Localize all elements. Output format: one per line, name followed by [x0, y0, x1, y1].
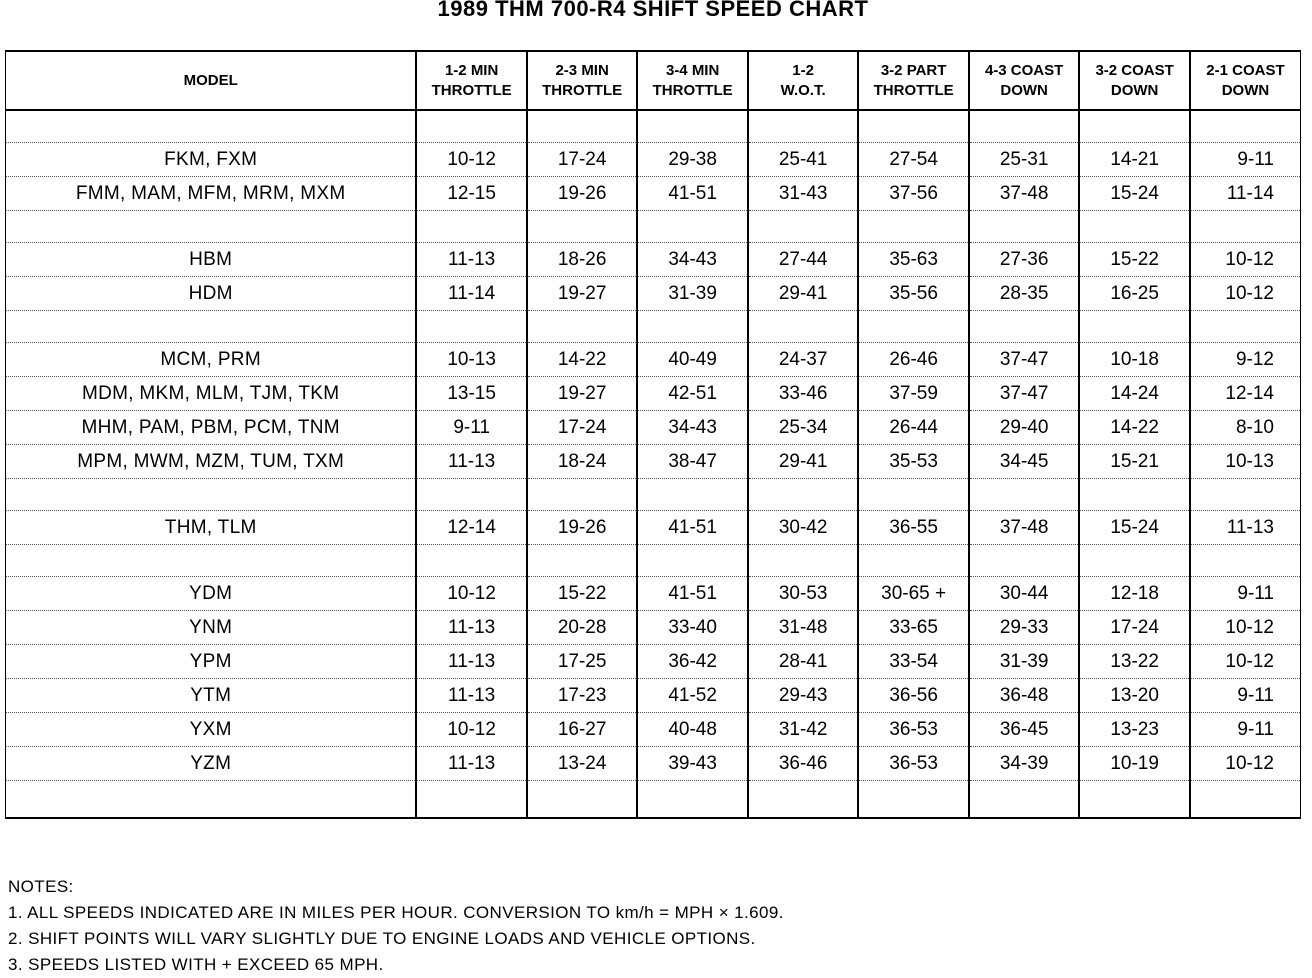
empty-cell [969, 545, 1080, 577]
empty-cell [1079, 311, 1190, 343]
speed-cell: 28-35 [969, 277, 1080, 311]
speed-cell: 10-12 [1190, 243, 1301, 277]
model-cell: HBM [6, 243, 417, 277]
header-col-4 [748, 51, 859, 110]
table-row [6, 445, 1301, 479]
header-col-5 [858, 51, 969, 110]
model-cell: THM, TLM [6, 511, 417, 545]
speed-cell: 36-45 [969, 713, 1080, 747]
speed-cell: 34-43 [637, 243, 748, 277]
speed-cell: 10-19 [1079, 747, 1190, 781]
speed-cell: 39-43 [637, 747, 748, 781]
speed-cell: 35-63 [858, 243, 969, 277]
speed-cell: 16-25 [1079, 277, 1190, 311]
speed-cell: 27-54 [858, 143, 969, 177]
speed-cell: 11-13 [1190, 511, 1301, 545]
empty-cell [1190, 110, 1301, 143]
spacer-row [6, 545, 1301, 577]
header-line: THROTTLE [652, 81, 733, 99]
speed-cell: 36-42 [637, 645, 748, 679]
speed-cell: 30-53 [748, 577, 859, 611]
speed-cell: 15-24 [1079, 511, 1190, 545]
header-line: 3-2 PART [880, 61, 947, 79]
empty-cell [858, 781, 969, 819]
speed-cell: 17-24 [1079, 611, 1190, 645]
speed-cell: 19-26 [527, 177, 638, 211]
speed-cell: 29-41 [748, 277, 859, 311]
empty-cell [858, 211, 969, 243]
table-body [6, 110, 1301, 818]
table-row [6, 343, 1301, 377]
speed-cell: 11-13 [416, 445, 527, 479]
speed-cell: 13-20 [1079, 679, 1190, 713]
speed-cell: 27-36 [969, 243, 1080, 277]
table-row [6, 713, 1301, 747]
speed-cell: 37-47 [969, 377, 1080, 411]
speed-cell: 11-13 [416, 747, 527, 781]
empty-cell [416, 781, 527, 819]
empty-cell [1079, 479, 1190, 511]
speed-cell: 17-24 [527, 143, 638, 177]
empty-cell [748, 211, 859, 243]
spacer-row [6, 110, 1301, 143]
empty-cell [6, 479, 417, 511]
speed-cell: 29-41 [748, 445, 859, 479]
empty-cell [416, 311, 527, 343]
empty-cell [748, 110, 859, 143]
empty-cell [858, 110, 969, 143]
empty-cell [1079, 211, 1190, 243]
header-col-3 [637, 51, 748, 110]
empty-cell [6, 311, 417, 343]
speed-cell: 29-38 [637, 143, 748, 177]
spacer-row [6, 211, 1301, 243]
empty-cell [1190, 545, 1301, 577]
model-cell: YXM [6, 713, 417, 747]
empty-cell [6, 545, 417, 577]
speed-cell: 9-11 [1190, 143, 1301, 177]
speed-cell: 31-42 [748, 713, 859, 747]
table-row [6, 577, 1301, 611]
table-row [6, 611, 1301, 645]
shift-speed-table [5, 50, 1301, 819]
speed-cell: 11-13 [416, 611, 527, 645]
header-line: 1-2 MIN [444, 61, 499, 79]
speed-cell: 11-13 [416, 645, 527, 679]
speed-cell: 14-24 [1079, 377, 1190, 411]
model-cell: MDM, MKM, MLM, TJM, TKM [6, 377, 417, 411]
empty-cell [416, 479, 527, 511]
speed-cell: 37-56 [858, 177, 969, 211]
speed-cell: 29-40 [969, 411, 1080, 445]
speed-cell: 19-26 [527, 511, 638, 545]
table-row [6, 645, 1301, 679]
table-row [6, 747, 1301, 781]
empty-cell [416, 211, 527, 243]
speed-cell: 36-46 [748, 747, 859, 781]
model-cell: YDM [6, 577, 417, 611]
header-row [6, 51, 1301, 110]
speed-cell: 13-23 [1079, 713, 1190, 747]
empty-cell [969, 311, 1080, 343]
empty-cell [6, 211, 417, 243]
speed-cell: 36-53 [858, 713, 969, 747]
speed-cell: 19-27 [527, 277, 638, 311]
speed-cell: 41-51 [637, 577, 748, 611]
header-line: 3-2 COAST [1095, 61, 1174, 79]
empty-cell [858, 311, 969, 343]
speed-cell: 16-27 [527, 713, 638, 747]
table-row [6, 679, 1301, 713]
empty-cell [527, 211, 638, 243]
speed-cell: 9-11 [416, 411, 527, 445]
speed-cell: 12-18 [1079, 577, 1190, 611]
empty-cell [1190, 479, 1301, 511]
speed-cell: 37-59 [858, 377, 969, 411]
empty-cell [969, 211, 1080, 243]
speed-cell: 30-42 [748, 511, 859, 545]
empty-cell [748, 479, 859, 511]
speed-cell: 15-21 [1079, 445, 1190, 479]
empty-cell [527, 479, 638, 511]
speed-cell: 10-12 [1190, 747, 1301, 781]
speed-cell: 10-12 [416, 577, 527, 611]
speed-cell: 10-13 [416, 343, 527, 377]
header-col-6 [969, 51, 1080, 110]
speed-cell: 14-22 [1079, 411, 1190, 445]
speed-cell: 15-22 [1079, 243, 1190, 277]
speed-cell: 10-13 [1190, 445, 1301, 479]
model-cell: MCM, PRM [6, 343, 417, 377]
empty-cell [1079, 110, 1190, 143]
empty-cell [748, 781, 859, 819]
speed-cell: 11-14 [1190, 177, 1301, 211]
speed-cell: 10-18 [1079, 343, 1190, 377]
speed-cell: 10-12 [1190, 277, 1301, 311]
speed-cell: 12-14 [1190, 377, 1301, 411]
speed-cell: 29-43 [748, 679, 859, 713]
speed-cell: 15-22 [527, 577, 638, 611]
note-item: 3. SPEEDS LISTED WITH + EXCEED 65 MPH. [8, 955, 384, 974]
empty-cell [748, 545, 859, 577]
empty-cell [527, 545, 638, 577]
speed-cell: 9-11 [1190, 713, 1301, 747]
speed-cell: 37-47 [969, 343, 1080, 377]
empty-cell [637, 110, 748, 143]
table-row [6, 411, 1301, 445]
speed-cell: 31-48 [748, 611, 859, 645]
speed-cell: 34-39 [969, 747, 1080, 781]
table-row [6, 177, 1301, 211]
speed-cell: 41-52 [637, 679, 748, 713]
model-cell: MPM, MWM, MZM, TUM, TXM [6, 445, 417, 479]
empty-cell [637, 311, 748, 343]
spacer-row [6, 479, 1301, 511]
speed-cell: 36-56 [858, 679, 969, 713]
speed-cell: 31-39 [637, 277, 748, 311]
notes-section [8, 874, 1298, 978]
empty-cell [1190, 311, 1301, 343]
note-item: 1. ALL SPEEDS INDICATED ARE IN MILES PER HOUR. CONVERSION TO km/h = MPH × 1.609. [8, 903, 784, 922]
empty-cell [637, 479, 748, 511]
speed-cell: 18-24 [527, 445, 638, 479]
header-line: MODEL [183, 71, 238, 89]
empty-cell [858, 479, 969, 511]
empty-cell [748, 311, 859, 343]
speed-cell: 27-44 [748, 243, 859, 277]
chart-title: 1989 THM 700-R4 SHIFT SPEED CHART [437, 0, 869, 21]
empty-cell [1079, 781, 1190, 819]
speed-cell: 33-54 [858, 645, 969, 679]
header-line: THROTTLE [873, 81, 954, 99]
empty-cell [969, 479, 1080, 511]
speed-cell: 40-48 [637, 713, 748, 747]
header-line: THROTTLE [542, 81, 623, 99]
model-cell: YTM [6, 679, 417, 713]
speed-cell: 37-48 [969, 511, 1080, 545]
empty-cell [527, 311, 638, 343]
header-line: DOWN [1221, 81, 1270, 99]
model-cell: FMM, MAM, MFM, MRM, MXM [6, 177, 417, 211]
speed-cell: 10-12 [416, 713, 527, 747]
speed-cell: 29-33 [969, 611, 1080, 645]
speed-cell: 11-13 [416, 679, 527, 713]
header-model [6, 51, 417, 110]
speed-cell: 28-41 [748, 645, 859, 679]
speed-cell: 9-12 [1190, 343, 1301, 377]
spacer-row [6, 781, 1301, 819]
speed-cell: 17-25 [527, 645, 638, 679]
header-line: 1-2 [792, 61, 814, 79]
speed-cell: 10-12 [416, 143, 527, 177]
speed-cell: 35-53 [858, 445, 969, 479]
speed-cell: 15-24 [1079, 177, 1190, 211]
speed-cell: 36-53 [858, 747, 969, 781]
speed-cell: 24-37 [748, 343, 859, 377]
header-line: THROTTLE [431, 81, 512, 99]
speed-cell: 13-15 [416, 377, 527, 411]
header-line: DOWN [1000, 81, 1048, 99]
header-line: 4-3 COAST [984, 61, 1064, 79]
speed-cell: 33-65 [858, 611, 969, 645]
note-item: 2. SHIFT POINTS WILL VARY SLIGHTLY DUE TO ENGINE LOADS AND VEHICLE OPTIONS. [8, 929, 756, 948]
speed-cell: 9-11 [1190, 577, 1301, 611]
empty-cell [527, 110, 638, 143]
speed-cell: 17-23 [527, 679, 638, 713]
empty-cell [1190, 781, 1301, 819]
spacer-row [6, 311, 1301, 343]
empty-cell [416, 545, 527, 577]
speed-cell: 26-46 [858, 343, 969, 377]
speed-cell: 37-48 [969, 177, 1080, 211]
header-line: W.O.T. [780, 81, 826, 99]
empty-cell [969, 110, 1080, 143]
speed-cell: 30-44 [969, 577, 1080, 611]
model-cell: YNM [6, 611, 417, 645]
empty-cell [1079, 545, 1190, 577]
speed-cell: 33-40 [637, 611, 748, 645]
speed-cell: 33-46 [748, 377, 859, 411]
speed-cell: 25-41 [748, 143, 859, 177]
header-line: 2-1 COAST [1206, 61, 1285, 79]
empty-cell [858, 545, 969, 577]
empty-cell [6, 110, 417, 143]
speed-cell: 42-51 [637, 377, 748, 411]
speed-cell: 34-45 [969, 445, 1080, 479]
empty-cell [969, 781, 1080, 819]
speed-cell: 12-15 [416, 177, 527, 211]
table-row [6, 277, 1301, 311]
empty-cell [527, 781, 638, 819]
speed-cell: 18-26 [527, 243, 638, 277]
model-cell: HDM [6, 277, 417, 311]
table-row [6, 377, 1301, 411]
speed-cell: 8-10 [1190, 411, 1301, 445]
speed-cell: 31-39 [969, 645, 1080, 679]
model-cell: YPM [6, 645, 417, 679]
table-row [6, 143, 1301, 177]
speed-cell: 10-12 [1190, 611, 1301, 645]
speed-cell: 26-44 [858, 411, 969, 445]
model-cell: YZM [6, 747, 417, 781]
speed-cell: 31-43 [748, 177, 859, 211]
speed-cell: 12-14 [416, 511, 527, 545]
speed-cell: 9-11 [1190, 679, 1301, 713]
speed-cell: 34-43 [637, 411, 748, 445]
speed-cell: 17-24 [527, 411, 638, 445]
speed-cell: 11-14 [416, 277, 527, 311]
speed-cell: 13-22 [1079, 645, 1190, 679]
table-row [6, 243, 1301, 277]
speed-cell: 19-27 [527, 377, 638, 411]
speed-cell: 14-21 [1079, 143, 1190, 177]
speed-cell: 41-51 [637, 177, 748, 211]
speed-cell: 10-12 [1190, 645, 1301, 679]
empty-cell [637, 781, 748, 819]
speed-cell: 35-56 [858, 277, 969, 311]
empty-cell [1190, 211, 1301, 243]
speed-cell: 36-48 [969, 679, 1080, 713]
speed-cell: 38-47 [637, 445, 748, 479]
speed-cell: 20-28 [527, 611, 638, 645]
model-cell: MHM, PAM, PBM, PCM, TNM [6, 411, 417, 445]
speed-cell: 40-49 [637, 343, 748, 377]
speed-cell: 25-31 [969, 143, 1080, 177]
speed-cell: 36-55 [858, 511, 969, 545]
speed-cell: 41-51 [637, 511, 748, 545]
header-line: 3-4 MIN [665, 61, 720, 79]
empty-cell [6, 781, 417, 819]
header-col-2 [527, 51, 638, 110]
empty-cell [416, 110, 527, 143]
speed-cell: 25-34 [748, 411, 859, 445]
model-cell: FKM, FXM [6, 143, 417, 177]
empty-cell [637, 211, 748, 243]
empty-cell [637, 545, 748, 577]
header-col-1 [416, 51, 527, 110]
speed-cell: 11-13 [416, 243, 527, 277]
header-col-8 [1190, 51, 1301, 110]
notes-heading: NOTES: [8, 877, 74, 896]
speed-cell: 14-22 [527, 343, 638, 377]
header-col-7 [1079, 51, 1190, 110]
header-line: DOWN [1110, 81, 1159, 99]
speed-cell: 13-24 [527, 747, 638, 781]
header-line: 2-3 MIN [555, 61, 609, 79]
table-row [6, 511, 1301, 545]
speed-cell: 30-65 + [858, 577, 969, 611]
